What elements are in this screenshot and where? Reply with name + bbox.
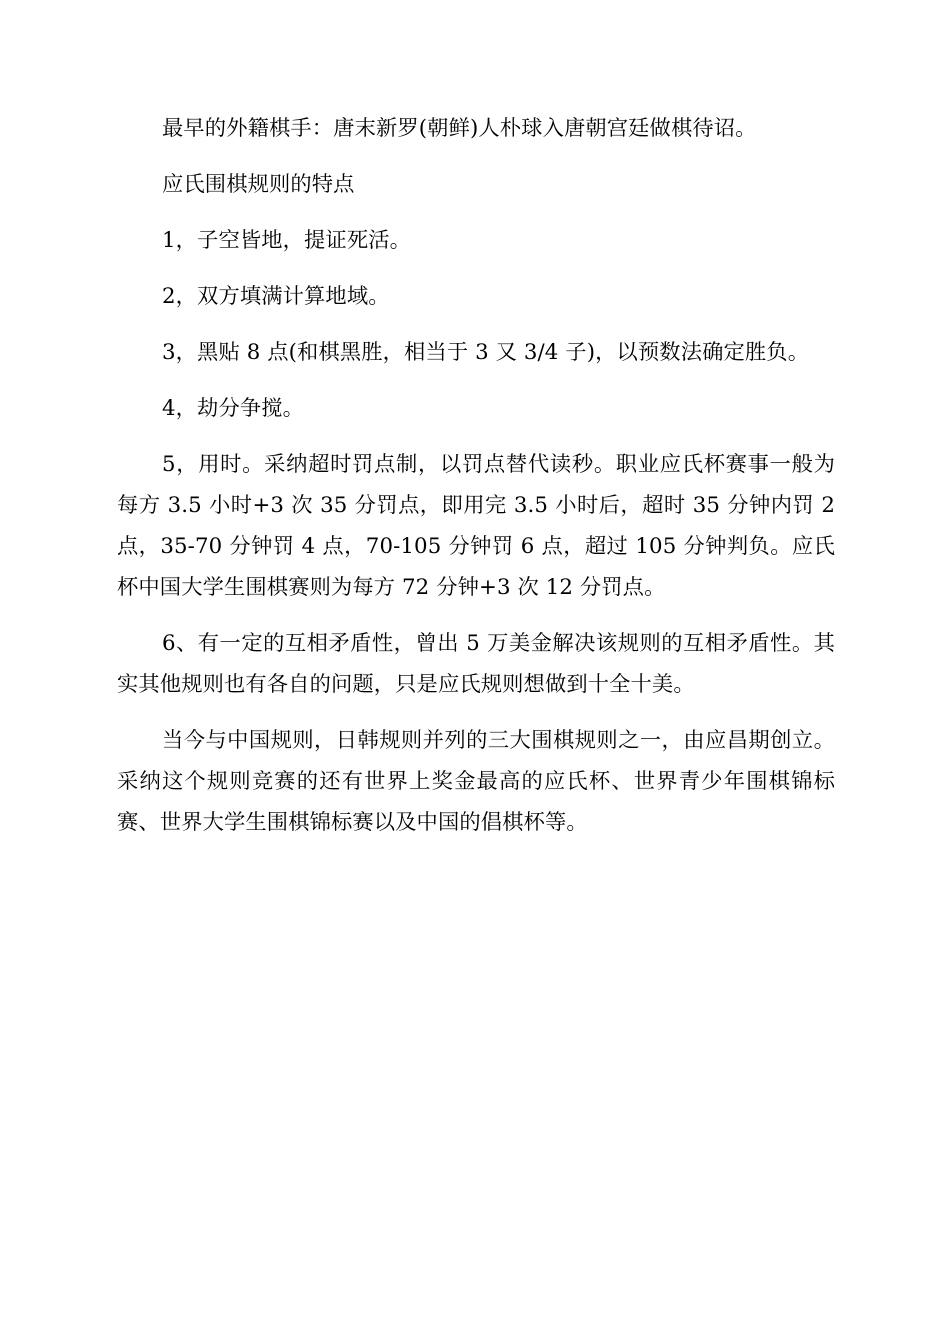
section-heading: 应氏围棋规则的特点 <box>162 172 355 197</box>
paragraph-foreign-player: 最早的外籍棋手：唐末新罗(朝鲜)人朴球入唐朝宫廷做棋待诏。 <box>162 116 757 141</box>
paragraph-summary: 当今与中国规则，日韩规则并列的三大围棋规则之一，由应昌期创立。采纳这个规则竞赛的还有世界上奖金最高的应氏杯、世界青少年围棋锦标赛、世界大学生围棋锦标赛以及中国的倡棋杯等。 <box>117 728 835 835</box>
rule-item-4: 4，劫分争搅。 <box>162 396 305 421</box>
rule-item-6: 6、有一定的互相矛盾性，曾出 5 万美金解决该规则的互相矛盾性。其实其他规则也有各自的问题，只是应氏规则想做到十全十美。 <box>117 631 835 697</box>
rule-item-1: 1，子空皆地，提证死活。 <box>162 228 412 253</box>
rule-item-2: 2，双方填满计算地域。 <box>162 284 390 309</box>
document-body <box>117 108 835 858</box>
rule-item-3: 3，黑贴 8 点(和棋黑胜，相当于 3 又 3/4 子)，以预数法确定胜负。 <box>162 340 810 365</box>
rule-item-5: 5，用时。采纳超时罚点制，以罚点替代读秒。职业应氏杯赛事一般为每方 3.5 小时+3 次 35 分罚点，即用完 3.5 小时后，超时 35 分钟内罚 2 点，35-70 分钟罚 4 点，70-105 分钟罚 6 点，超过 105 分钟判负。应氏杯中国大学生围棋赛则为每方 72 分钟+3 次 12 分罚点。 <box>117 452 835 600</box>
